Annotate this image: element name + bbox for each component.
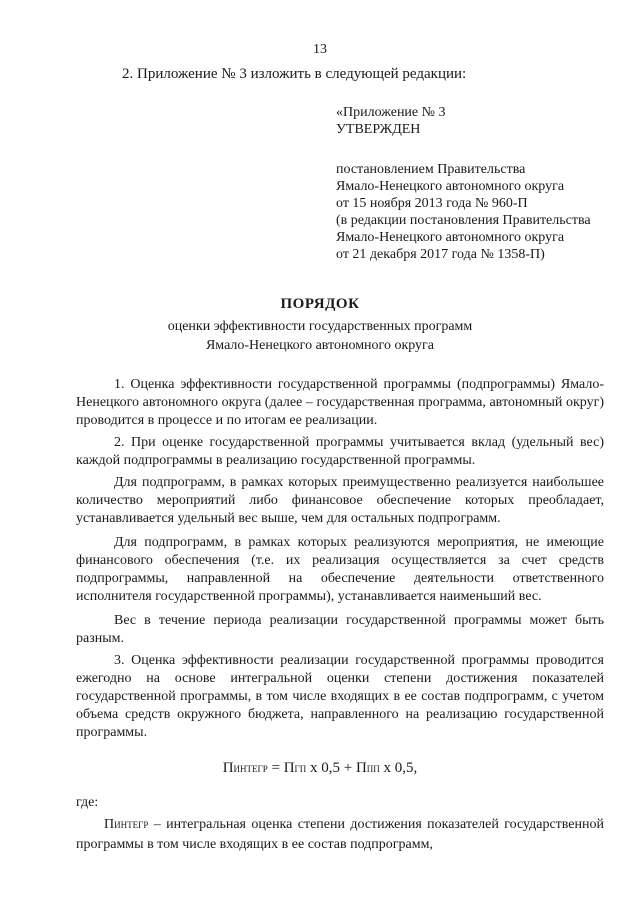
amendment-intro: 2. Приложение № 3 изложить в следующей редакции: xyxy=(122,66,467,82)
document-body xyxy=(76,376,604,746)
paragraph: Для подпрограмм, в рамках которых преимущественно реализуется наибольшее количество мероприятий либо финансовое обеспечение которых преобладает, устанавливается удельный вес выше, чем для остальных подпрограмм. xyxy=(76,475,604,526)
formula-pp-subscript: ПП xyxy=(366,764,380,774)
paragraph: Для подпрограмм, в рамках которых реализуются мероприятия, не имеющие финансового обеспечения (т.е. их реализация осуществляется за счет средств подпрограммы, направленной на обеспечение деятельности ответственного исполнителя государственной программы), устанавливается наименьший вес. xyxy=(76,535,604,604)
subtitle-line: оценки эффективности государственных программ xyxy=(167,319,473,334)
document-subtitle xyxy=(0,317,640,355)
page-number: 13 xyxy=(313,42,327,57)
paragraph: 2. При оценке государственной программы учитывается вклад (удельный вес) каждой подпрограммы в реализацию государственной программы. xyxy=(76,435,604,468)
definition-symbol-subscript: ИНТЕГР xyxy=(114,820,149,830)
formula-gp-subscript: ГП xyxy=(294,764,307,774)
formula-mid: х 0,5 + П xyxy=(306,760,367,776)
definition-symbol: П xyxy=(104,817,115,832)
approval-line: постановлением Правительства xyxy=(336,162,526,177)
approved-label: УТВЕРЖДЕН xyxy=(336,122,421,137)
document-title: ПОРЯДОК xyxy=(280,296,360,312)
where-label: где: xyxy=(76,795,99,810)
approval-line: от 21 декабря 2017 года № 1358-П) xyxy=(336,247,545,262)
paragraph: Вес в течение периода реализации государственной программы может быть разным. xyxy=(76,613,604,646)
approval-line: Ямало-Ненецкого автономного округа xyxy=(336,230,565,245)
formula-lhs: П xyxy=(222,760,234,776)
approval-line: (в редакции постановления Правительства xyxy=(336,213,591,228)
approval-block xyxy=(336,104,591,263)
formula-eq: = П xyxy=(267,760,295,776)
appendix-label: «Приложение № 3 xyxy=(336,105,446,120)
approval-line: от 15 ноября 2013 года № 960-П xyxy=(336,196,528,211)
paragraph: 1. Оценка эффективности государственной программы (подпрограммы) Ямало-Ненецкого автономного округа (далее – государственная программа, автономный округ) проводится в процессе и по итогам ее реализации. xyxy=(76,377,604,428)
formula-tail: х 0,5, xyxy=(379,760,418,776)
formula-lhs-subscript: ИНТЕГР xyxy=(233,764,268,774)
definition-text: – интегральная оценка степени достижения показателей государственной программы в том числе входящих в ее состав подпрограмм, xyxy=(76,817,604,852)
approval-line: Ямало-Ненецкого автономного округа xyxy=(336,179,565,194)
definition-paragraph xyxy=(76,815,604,854)
paragraph: 3. Оценка эффективности реализации государственной программы проводится ежегодно на основе интегральной оценки степени достижения показателей государственной программы, в том числе входящих в ее состав подпрограмм, с учетом объема средств окружного бюджета, направленного на реализацию государственной программы. xyxy=(76,653,604,740)
formula xyxy=(0,760,640,777)
subtitle-line: Ямало-Ненецкого автономного округа xyxy=(205,338,435,353)
